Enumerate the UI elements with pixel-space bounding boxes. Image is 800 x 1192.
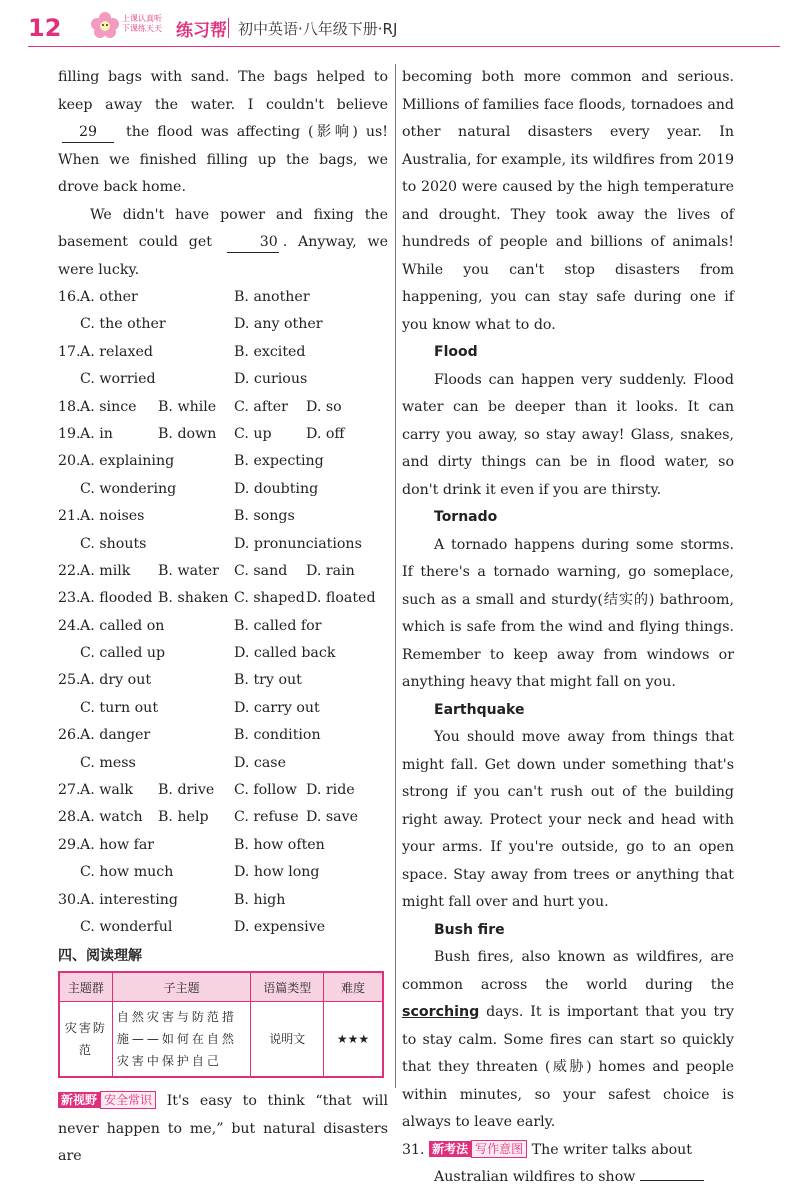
option-row: 25. A. dry out B. try out [58,672,302,689]
intro-continued: becoming both more common and serious. Millions of families face floods, tornadoes and other natural disasters every year. In Australia, for example, its wildfires from 2019 to 2020 were caused by the high temperature and drought. They took away the lives of hundreds of people and billions of animals! While you can't stop disasters from happening, you can stay safe during one if you know what to do. [402,69,734,333]
option-row: C. mess D. case [80,754,286,771]
table-cell: 说明文 [251,1002,324,1078]
blank-30: 30 [227,232,279,253]
paragraph-tornado: A tornado happens during some storms. If there's a tornado warning, go someplace, such as a small and sturdy(结实的) bathroom, which is safe from the wind and flying things. Remember to keep away from windows or anything heavy that might fall on you. [402,536,734,690]
table-header: 语篇类型 [251,972,324,1002]
header-divider [228,18,229,38]
flower-logo-icon [90,10,120,44]
question-31: 31. 新考法 写作意图 The writer talks about [402,1141,693,1158]
passage-paragraph: filling bags with sand. The bags helped to keep away the water. I couldn't believe 29 the flood was affecting (影响) us! When we finished filling up the bags, we drove back home. [58,69,389,195]
heading-tornado: Tornado [434,509,498,525]
subject-title: 初中英语·八年级下册·RJ [238,20,398,38]
table-header: 主题群 [59,972,112,1002]
option-row: C. the other D. any other [80,316,323,333]
option-row: C. turn out D. carry out [80,699,320,716]
option-row: 28. A. watch B. help C. refuse D. save [58,809,359,826]
tag-safety: 安全常识 [100,1091,156,1109]
page-header [0,0,800,52]
column-divider [395,64,396,1088]
option-row: 30. A. interesting B. high [58,891,286,908]
option-row: C. wonderful D. expensive [80,918,326,935]
question-31-line2: Australian wildfires to show [402,1164,734,1192]
brand-title: 练习帮 [176,21,227,41]
slogan: 上课认真听 下课练天天 [122,14,162,33]
topic-table [58,971,384,1078]
table-cell: 灾害防范 [59,1002,112,1078]
keyword-scorching: scorching [402,1004,480,1020]
option-row: 19. A. in B. down C. up D. off [58,425,345,442]
blank-29: 29 [62,122,114,143]
option-row: 27. A. walk B. drive C. follow D. ride [58,782,355,799]
table-cell: ★★★ [324,1002,383,1078]
tag-new-method: 新考法 [429,1141,471,1157]
table-header: 子主题 [112,972,250,1002]
answer-blank[interactable] [640,1166,704,1181]
header-rule [28,46,780,47]
left-column [58,64,388,1171]
heading-flood: Flood [434,344,478,360]
paragraph-flood: Floods can happen very suddenly. Flood water can be deeper than it looks. It can carry you away, so stay away! Glass, snakes, and dirty things can be in flood water, so don't drink it even if you are thirsty. [402,371,734,498]
paragraph-bush-fire: Bush fires, also known as wildfires, are common across the world during the scorching days. It is important that you try to stay calm. Some fires can start so quickly that they threaten (威胁) homes and people within minutes, so your safest choice is always to leave early. [402,949,734,1130]
intro-paragraph: 新视野 安全常识 It's easy to think “that will never happen to me,” but natural disasters are [58,1093,388,1165]
option-row: 20. A. explaining B. expecting [58,453,324,470]
tag-writing-intent: 写作意图 [471,1140,527,1158]
section-title: 四、阅读理解 [58,948,142,965]
paragraph-earthquake: You should move away from things that might fall. Get down under something that's strong if you can't rush out of the building right away. Protect your neck and head with your arms. If you're outside, go to an open space. Stay away from trees or anything that might fall over and hurt you. [402,729,734,910]
right-column [402,64,734,1192]
option-row: C. shouts D. pronunciations [80,535,362,552]
option-row: C. worried D. curious [80,371,308,388]
heading-earthquake: Earthquake [434,701,525,718]
option-row: 24. A. called on B. called for [58,617,322,634]
option-row: C. how much D. how long [80,864,320,881]
table-cell: 自然灾害与防范措施——如何在自然灾害中保护自己 [112,1002,250,1078]
options-list [58,284,388,941]
tag-new-vision: 新视野 [58,1092,100,1108]
page-number: 12 [28,14,62,42]
option-row: C. wondering D. doubting [80,480,319,497]
option-row: 21. A. noises B. songs [58,508,295,525]
option-row: 29. A. how far B. how often [58,836,325,853]
option-row: 22. A. milk B. water C. sand D. rain [58,562,355,579]
option-row: 16. A. other B. another [58,289,310,305]
option-row: C. called up D. called back [80,645,336,662]
heading-bush-fire: Bush fire [434,921,505,938]
option-row: 18. A. since B. while C. after D. so [58,398,342,415]
passage-paragraph: We didn't have power and fixing the basement could get 30 . Anyway, we were lucky. [58,206,388,278]
option-row: 23. A. flooded B. shaken C. shaped D. floated [58,590,376,607]
option-row: 26. A. danger B. condition [58,727,321,744]
table-header: 难度 [324,972,383,1002]
option-row: 17. A. relaxed B. excited [58,343,306,360]
